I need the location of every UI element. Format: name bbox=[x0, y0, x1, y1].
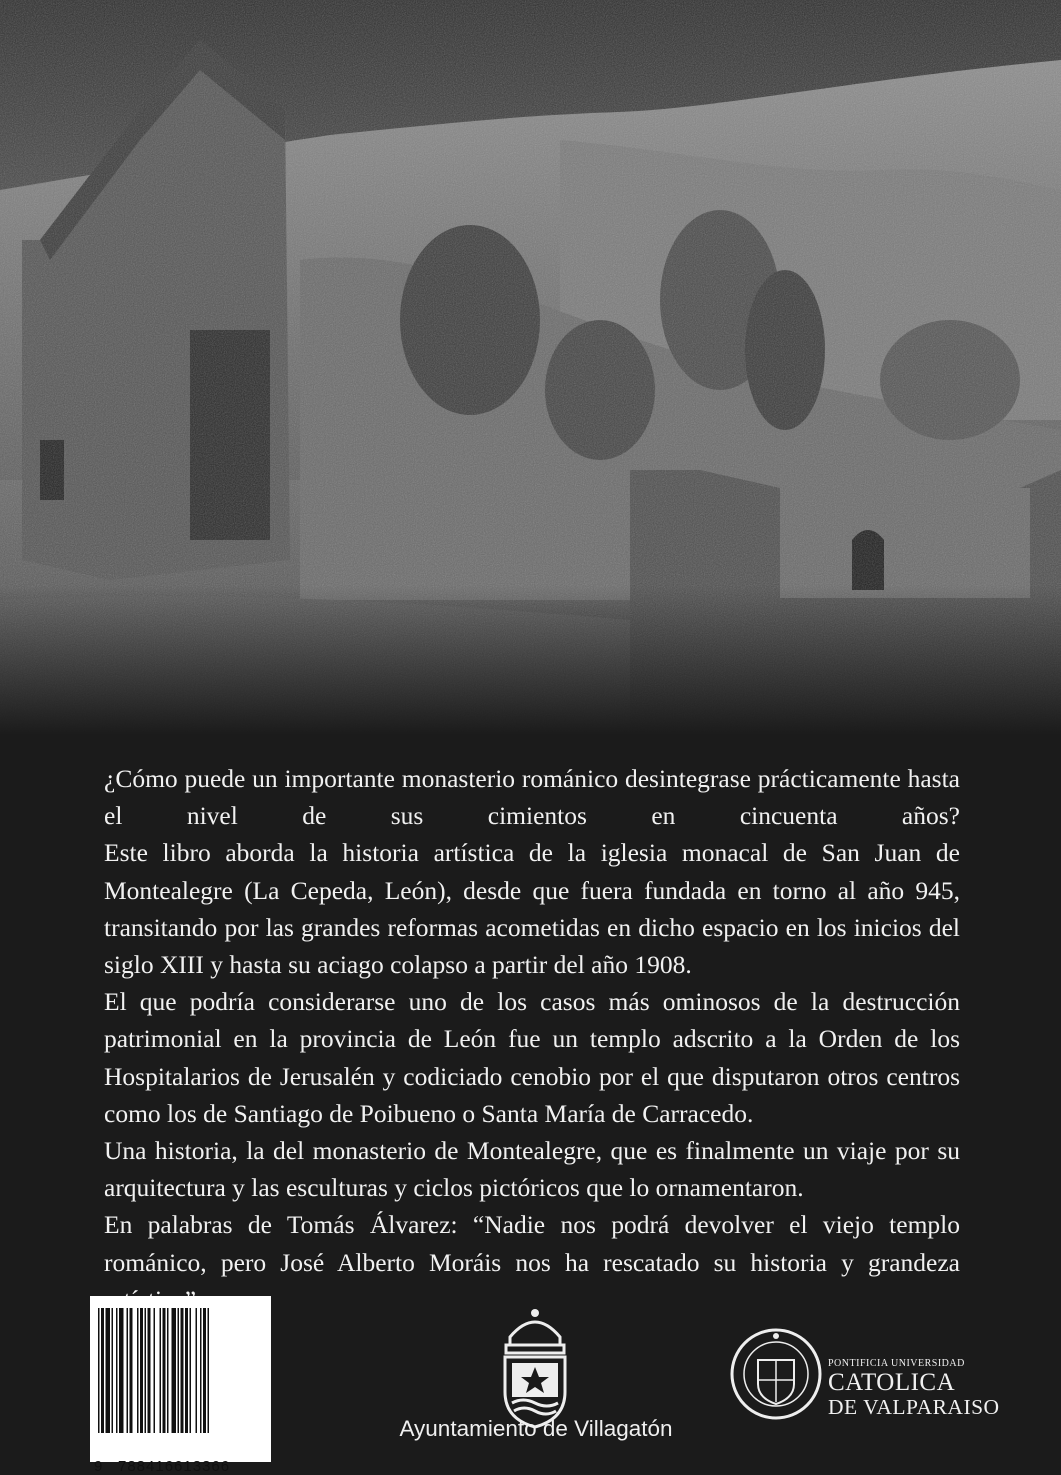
cover-photo bbox=[0, 0, 1061, 735]
university-line-3: DE VALPARAISO bbox=[828, 1395, 1000, 1419]
barcode-bars-icon bbox=[90, 1296, 271, 1441]
university-line-1: PONTIFICIA UNIVERSIDAD bbox=[828, 1358, 965, 1369]
university-line-2: CATOLICA bbox=[828, 1369, 956, 1396]
back-cover-blurb bbox=[104, 760, 960, 1318]
blurb-paragraph: Este libro aborda la historia artística de la iglesia monacal de San Juan de Montealegre (La Cepeda, León), desde que fuera fundada en torno al año 945, transitando por las grandes reformas acometidas en dicho espacio en los inicios del siglo XIII y hasta su aciago colapso a partir del año 1908. bbox=[104, 838, 960, 980]
barcode-number: 788416613366 bbox=[118, 1458, 231, 1475]
university-name bbox=[828, 1358, 1000, 1419]
university-seal-icon bbox=[728, 1326, 824, 1422]
blurb-paragraph: Una historia, la del monasterio de Montealegre, que es finalmente un viaje por su arquitectura y las esculturas y ciclos pictóricos que lo ornamentaron. bbox=[104, 1136, 960, 1203]
ayuntamiento-label: Ayuntamiento de Villagatón bbox=[399, 1416, 673, 1441]
isbn-barcode bbox=[90, 1296, 271, 1475]
blurb-paragraph: En palabras de Tomás Álvarez: “Nadie nos podrá devolver el viejo templo románico, pero José Alberto Moráis nos ha rescatado su historia y grandeza bbox=[104, 1210, 960, 1277]
blurb-paragraph: El que podría considerarse uno de los casos más ominosos de la destrucción patrimonial en la provincia de León fue un templo adscrito a la Orden de los Hospitalarios de Jerusalén y codiciado cenobio por el que disputaron otros centros como los de Santiago de Poibueno o Santa María de Carracedo. bbox=[104, 987, 960, 1128]
blurb-paragraph: ¿Cómo puede un importante monasterio románico desintegrase prácticamente hasta el nivel de sus cimientos en cincuenta años? bbox=[104, 764, 960, 831]
barcode-first-digit: 9 bbox=[94, 1458, 104, 1475]
